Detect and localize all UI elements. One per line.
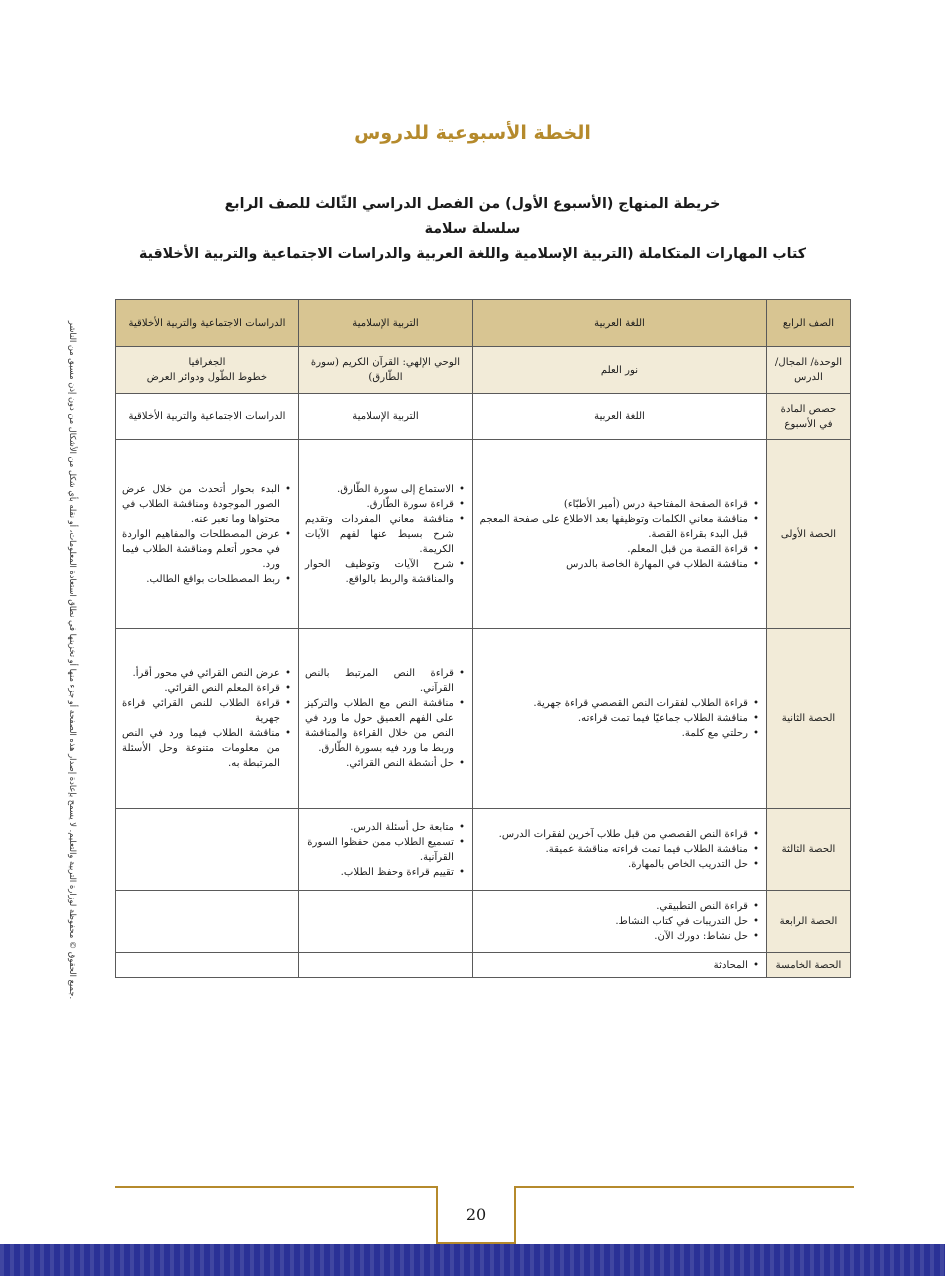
- list-item: • مناقشة النص مع الطلاب والتركيز على الفهم العميق حول ما ورد في النص من خلال القراءة والمناقشة وربط ما ورد فيه بسورة الطّارق.: [305, 696, 454, 756]
- bullet-list: [479, 899, 760, 944]
- unit-islamic: الوحي الإلهي: القرآن الكريم (سورة الطّارق): [299, 347, 473, 394]
- bullet-list: [479, 827, 760, 872]
- period-label: الحصة الثالثة: [767, 809, 851, 891]
- period-label: الحصة الخامسة: [767, 953, 851, 978]
- list-item: • متابعة حل أسئلة الدرس.: [305, 820, 454, 835]
- bullet-list: [305, 666, 466, 771]
- list-item: • قراءة النص القصصي من قبل طلاب آخرين لفقرات الدرس.: [479, 827, 748, 842]
- list-item: • مناقشة الطلاب فيما تمت قراءته مناقشة عميقة.: [479, 842, 748, 857]
- footer-rule-left: [115, 1186, 438, 1188]
- list-item: • مناقشة معاني الكلمات وتوظيفها بعد الاطلاع على صفحة المعجم قبل البدء بقراءة القصة.: [479, 512, 748, 542]
- list-item: • قراءة الطلاب لفقرات النص القصصي قراءة جهرية.: [479, 696, 748, 711]
- bullet-list: [479, 497, 760, 572]
- cell-islamic-empty: [299, 891, 473, 953]
- periods-row: [116, 394, 851, 440]
- table-header-row: [116, 300, 851, 347]
- bottom-decorative-band: [0, 1244, 945, 1276]
- list-item: • عرض النص القرائي في محور أقرأ.: [122, 666, 280, 681]
- list-item: • قراءة الصفحة المفتاحية درس (أمير الأطبّاء): [479, 497, 748, 512]
- list-item: • قراءة المعلم النص القرائي.: [122, 681, 280, 696]
- list-item: • شرح الآيات وتوظيف الحوار والمناقشة والربط بالواقع.: [305, 557, 454, 587]
- periods-islamic: التربية الإسلامية: [299, 394, 473, 440]
- unit-social-lesson: خطوط الطّول ودوائر العرض: [146, 372, 268, 383]
- copyright-text: جميع الحقوق © محفوظة لوزارة التربية والتعليم. لا يسمح بإعادة إصدار هذه الصفحة أو جزء منها أو تخزينها في نطاق استعادة المعلومات، أو نقله بأي شكل من الأشكال من دون إذن مسبق من الناشر.: [68, 320, 79, 1000]
- header-islamic: التربية الإسلامية: [299, 300, 473, 347]
- list-item: • الاستماع إلى سورة الطّارق.: [305, 482, 454, 497]
- list-item: • رحلتي مع كلمة.: [479, 726, 748, 741]
- page-number-text: 20: [465, 1204, 487, 1224]
- list-item: • قراءة سورة الطّارق.: [305, 497, 454, 512]
- list-item: • البدء بحوار أتحدث من خلال عرض الصور الموجودة ومناقشة الطلاب في محتواها وما تعبر عنه.: [122, 482, 280, 527]
- copyright-side-note: [60, 300, 86, 1020]
- cell-social-empty: [116, 809, 299, 891]
- cell-arabic: [473, 891, 767, 953]
- cell-social: [116, 629, 299, 809]
- table-row: [116, 809, 851, 891]
- unit-arabic: نور العلم: [473, 347, 767, 394]
- header-social: الدراسات الاجتماعية والتربية الأخلاقية: [116, 300, 299, 347]
- cell-arabic: [473, 440, 767, 629]
- header-arabic: اللغة العربية: [473, 300, 767, 347]
- subtitle-series: سلسلة سلامة: [424, 221, 521, 237]
- cell-arabic: [473, 629, 767, 809]
- period-label: الحصة الرابعة: [767, 891, 851, 953]
- periods-label: حصص المادة في الأسبوع: [767, 394, 851, 440]
- list-item: • قراءة الطلاب للنص القرائي قراءة جهرية: [122, 696, 280, 726]
- page-title: الخطة الأسبوعية للدروس: [354, 122, 591, 144]
- list-item: • مناقشة الطلاب جماعيًا فيما تمت قراءته.: [479, 711, 748, 726]
- list-item: • مناقشة الطلاب في المهارة الخاصة بالدرس: [479, 557, 748, 572]
- bullet-list: [305, 482, 466, 587]
- table-row: [116, 891, 851, 953]
- cell-arabic: [473, 953, 767, 978]
- cell-social: [116, 440, 299, 629]
- bullet-list: [122, 666, 292, 771]
- list-item: • حل التدريب الخاص بالمهارة.: [479, 857, 748, 872]
- bullet-list: [479, 696, 760, 741]
- periods-social: الدراسات الاجتماعية والتربية الأخلاقية: [116, 394, 299, 440]
- cell-islamic: [299, 440, 473, 629]
- list-item: • ربط المصطلحات بواقع الطالب.: [122, 572, 280, 587]
- list-item: • حل التدريبات في كتاب النشاط.: [479, 914, 748, 929]
- period-label: الحصة الأولى: [767, 440, 851, 629]
- cell-social-empty: [116, 891, 299, 953]
- subtitle-curriculum-map: خريطة المنهاج (الأسبوع الأول) من الفصل الدراسي الثّالث للصف الرابع: [224, 196, 721, 212]
- list-item: • تقييم قراءة وحفظ الطلاب.: [305, 865, 454, 880]
- list-item: • عرض المصطلحات والمفاهيم الواردة في محور أتعلم ومناقشة الطلاب فيما ورد.: [122, 527, 280, 572]
- unit-row: [116, 347, 851, 394]
- cell-arabic: [473, 809, 767, 891]
- bullet-list: [305, 820, 466, 880]
- list-item: • مناقشة معاني المفردات وتقديم شرح بسيط عنها لفهم الآيات الكريمة.: [305, 512, 454, 557]
- cell-social-empty: [116, 953, 299, 978]
- subtitle-block: [120, 192, 825, 267]
- list-item: • قراءة القصة من قبل المعلم.: [479, 542, 748, 557]
- weekly-plan-table: [115, 299, 851, 978]
- cell-islamic: [299, 809, 473, 891]
- header-grade: الصف الرابع: [767, 300, 851, 347]
- list-item: • قراءة النص التطبيقي.: [479, 899, 748, 914]
- list-item: • المحادثة: [479, 958, 748, 973]
- list-item: • حل أنشطة النص القرائي.: [305, 756, 454, 771]
- period-label: الحصة الثانية: [767, 629, 851, 809]
- footer-rule-right: [510, 1186, 854, 1188]
- list-item: • تسميع الطلاب ممن حفظوا السورة القرآنية.: [305, 835, 454, 865]
- table-row: [116, 440, 851, 629]
- unit-social: [116, 347, 299, 394]
- cell-islamic-empty: [299, 953, 473, 978]
- list-item: • حل نشاط: دورك الآن.: [479, 929, 748, 944]
- unit-label: الوحدة/ المجال/الدرس: [767, 347, 851, 394]
- bullet-list: [122, 482, 292, 587]
- cell-islamic: [299, 629, 473, 809]
- subtitle-book: كتاب المهارات المتكاملة (التربية الإسلامية واللغة العربية والدراسات الاجتماعية والتربية الأخلاقية: [138, 246, 807, 262]
- list-item: • مناقشة الطلاب فيما ورد في النص من معلومات متنوعة وحل الأسئلة المرتبطة به.: [122, 726, 280, 771]
- table-row: [116, 629, 851, 809]
- periods-arabic: اللغة العربية: [473, 394, 767, 440]
- table-row: [116, 953, 851, 978]
- page-number: [436, 1186, 516, 1244]
- bullet-list: [479, 958, 760, 973]
- list-item: • قراءة النص المرتبط بالنص القرآني.: [305, 666, 454, 696]
- unit-social-subject: الجغرافيا: [188, 357, 226, 368]
